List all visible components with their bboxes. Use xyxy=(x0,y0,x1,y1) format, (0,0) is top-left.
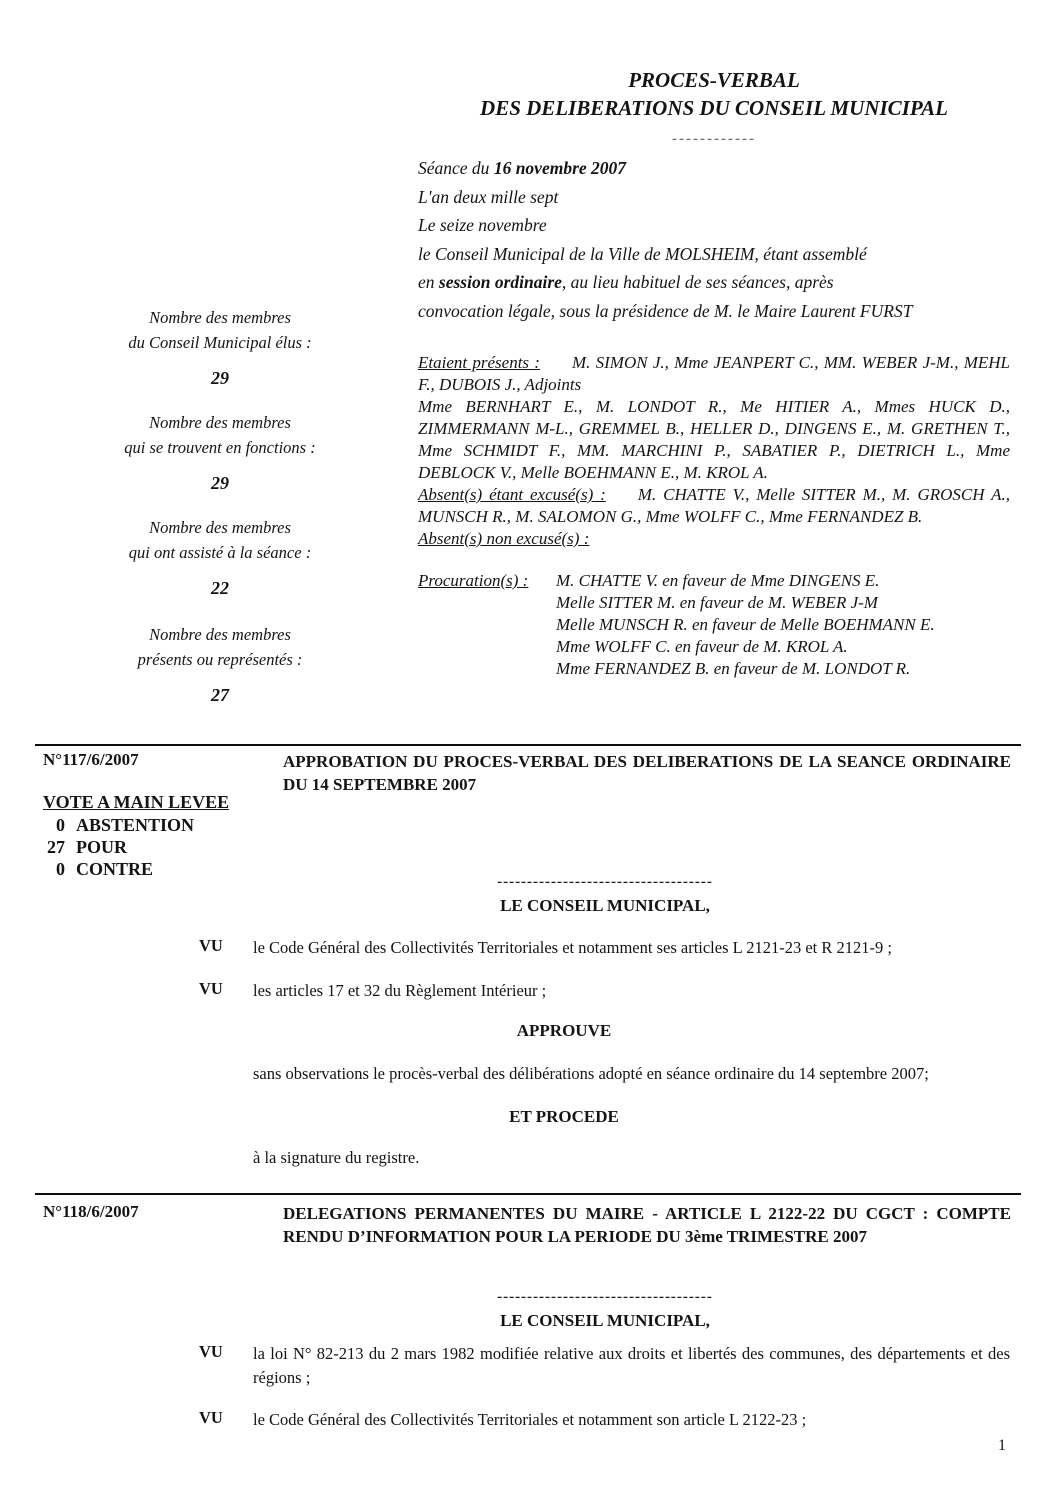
vote-header: VOTE A MAIN LEVEE xyxy=(43,792,230,812)
vote-count: 0 xyxy=(56,815,65,835)
section-118-title: DELEGATIONS PERMANENTES DU MAIRE - ARTICLE L 2122-22 DU CGCT : COMPTE RENDU D’INFORMATION POUR LA PERIODE DU 3ème TRIMESTRE 2007 xyxy=(283,1204,1011,1246)
absents-non-excuses-label: Absent(s) non excusé(s) : xyxy=(418,529,590,548)
conseil-municipal-heading: LE CONSEIL MUNICIPAL, xyxy=(500,1311,710,1330)
vu-text: la loi N° 82-213 du 2 mars 1982 modifiée relative aux droits et libertés des communes, des départements et des régions ; xyxy=(253,1344,1010,1387)
seance-line-an: L'an deux mille sept xyxy=(418,186,559,207)
vu-text: les articles 17 et 32 du Règlement Intérieur ; xyxy=(253,981,547,1000)
vote-label: CONTRE xyxy=(76,859,154,879)
section-117-title: APPROBATION DU PROCES-VERBAL DES DELIBERATIONS DE LA SEANCE ORDINAIRE DU 14 SEPTEMBRE 2007 xyxy=(283,752,1011,794)
dash-separator: ------------------------------------ xyxy=(497,874,713,890)
membres-representes-value: 27 xyxy=(211,685,229,705)
procuration-item: Mme FERNANDEZ B. en faveur de M. LONDOT R. xyxy=(556,659,911,678)
membres-fonctions-label: Nombre des membres qui se trouvent en fonctions : xyxy=(124,413,316,457)
vu-label: VU xyxy=(199,936,223,955)
presents-paragraph-2: Mme BERNHART E., M. LONDOT R., Me HITIER A., Mmes HUCK D., ZIMMERMANN M-L., GREMMEL B., HELLER D., DINGENS E., M. GRETHEN T., Mme SCHMIDT F., MM. MARCHINI P., SABATIER P., DIETRICH L., Mme DEBLOCK V., Melle BOEHMANN E., M. KROL A. xyxy=(418,397,1010,482)
seance-line-jour: Le seize novembre xyxy=(418,215,547,235)
document-title xyxy=(418,66,1010,122)
section-118-number: N°118/6/2007 xyxy=(43,1202,139,1221)
membres-fonctions-value: 29 xyxy=(211,473,229,493)
vu-label: VU xyxy=(199,1342,223,1361)
vu-label: VU xyxy=(199,979,223,998)
dash-separator: ------------------------------------ xyxy=(497,1289,713,1305)
procuration-item: Mme WOLFF C. en faveur de M. KROL A. xyxy=(556,637,848,656)
section-divider-rule xyxy=(35,1193,1021,1195)
procede-heading: ET PROCEDE xyxy=(509,1107,619,1126)
vu-text: le Code Général des Collectivités Territoriales et notamment ses articles L 2121-23 et R 2121-9 ; xyxy=(253,938,892,957)
presents-paragraph: Etaient présents : M. SIMON J., Mme JEANPERT C., MM. WEBER J-M., MEHL F., DUBOIS J., Adjoints xyxy=(418,353,1010,394)
seance-line-conseil: le Conseil Municipal de la Ville de MOLSHEIM, étant assemblé xyxy=(418,243,867,264)
procuration-item: Melle MUNSCH R. en faveur de Melle BOEHMANN E. xyxy=(556,615,935,634)
absents-non-excuses-paragraph xyxy=(418,528,1010,550)
vote-row-contre xyxy=(43,859,153,880)
vu-text: le Code Général des Collectivités Territoriales et notamment son article L 2122-23 ; xyxy=(253,1410,807,1429)
presence-block xyxy=(418,352,1010,680)
section-divider-rule xyxy=(35,744,1021,746)
membres-assiste-value: 22 xyxy=(211,578,229,598)
vu-label: VU xyxy=(199,1408,223,1427)
procuration-item: Melle SITTER M. en faveur de M. WEBER J-M xyxy=(556,593,878,612)
title-separator: ------------ xyxy=(672,131,756,147)
conseil-heading-block xyxy=(199,871,1011,917)
procurations-block xyxy=(418,570,1010,680)
conseil-heading-block xyxy=(199,1286,1011,1332)
vote-label: ABSTENTION xyxy=(76,815,195,835)
document-title-line1: PROCES-VERBAL xyxy=(628,68,800,92)
membres-elus-value: 29 xyxy=(211,368,229,388)
vote-label: POUR xyxy=(76,837,127,857)
vote-count: 27 xyxy=(47,837,65,857)
procurations-label: Procuration(s) : xyxy=(418,571,529,590)
approuve-heading: APPROUVE xyxy=(516,1021,612,1040)
seance-date-line: Séance du 16 novembre 2007 xyxy=(418,158,627,178)
procuration-item: M. CHATTE V. en faveur de Mme DINGENS E. xyxy=(556,571,880,590)
membres-assiste-label: Nombre des membres qui ont assisté à la séance : xyxy=(128,518,312,562)
procede-text: à la signature du registre. xyxy=(253,1148,420,1167)
seance-intro xyxy=(418,154,1018,325)
absents-excuses-label: Absent(s) étant excusé(s) : xyxy=(418,485,606,504)
conseil-municipal-heading: LE CONSEIL MUNICIPAL, xyxy=(500,896,710,915)
seance-date: 16 novembre 2007 xyxy=(493,158,627,178)
absents-excuses-paragraph: Absent(s) étant excusé(s) : M. CHATTE V., Melle SITTER M., M. GROSCH A., MUNSCH R., M. SALOMON G., Mme WOLFF C., Mme FERNANDEZ B. xyxy=(418,485,1010,526)
membres-representes-label: Nombre des membres présents ou représentés : xyxy=(137,625,303,669)
session-ordinaire: session ordinaire xyxy=(438,272,562,292)
document-title-line2: DES DELIBERATIONS DU CONSEIL MUNICIPAL xyxy=(480,96,948,120)
page-number: 1 xyxy=(998,1437,1006,1454)
approuve-text: sans observations le procès-verbal des délibérations adopté en séance ordinaire du 14 septembre 2007; xyxy=(253,1064,929,1083)
membres-elus-label: Nombre des membres du Conseil Municipal élus : xyxy=(128,308,312,352)
presents-label: Etaient présents : xyxy=(418,353,540,372)
vote-row-abstention xyxy=(43,815,194,836)
procurations-list xyxy=(556,570,1010,680)
seance-line-session: en session ordinaire, au lieu habituel de ses séances, après xyxy=(418,272,834,292)
vote-count: 0 xyxy=(56,859,65,879)
vote-row-pour xyxy=(43,837,127,858)
section-117-number: N°117/6/2007 xyxy=(43,750,139,769)
seance-line-convocation: convocation légale, sous la présidence de M. le Maire Laurent FURST xyxy=(418,300,913,321)
